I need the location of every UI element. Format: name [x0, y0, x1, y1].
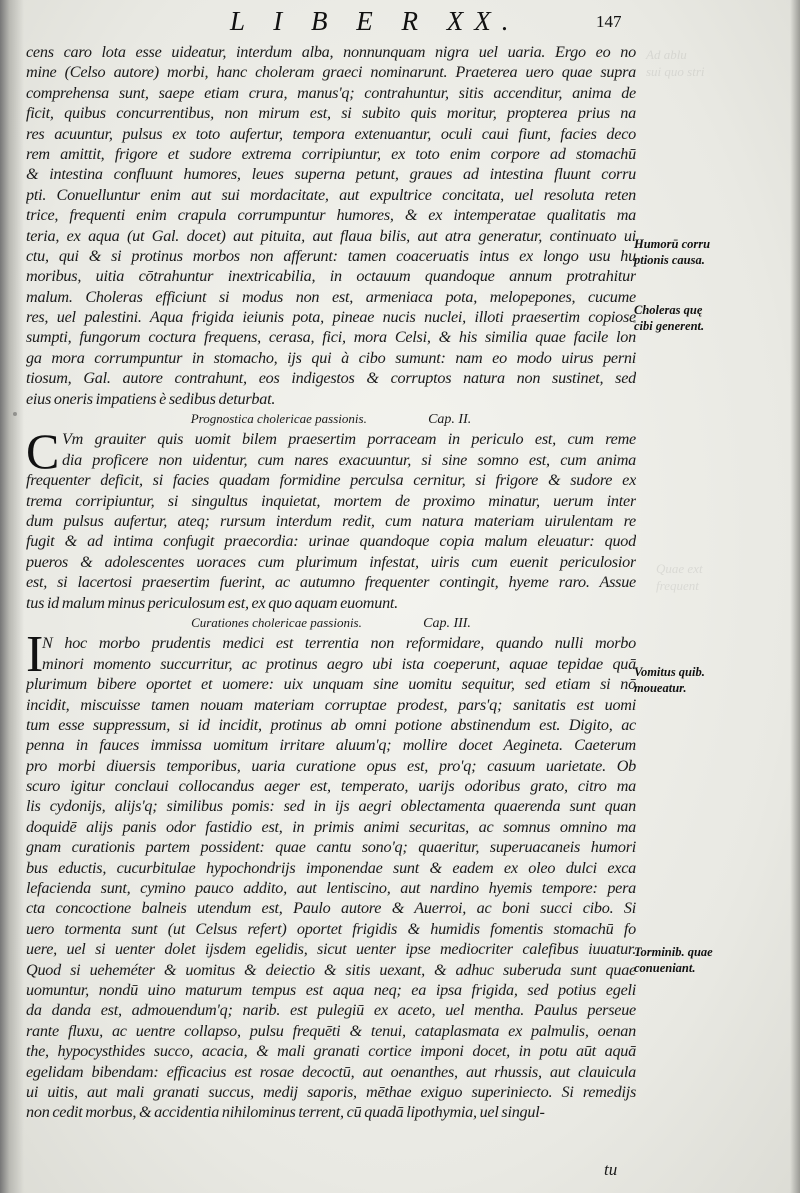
- text-line: ficit, quibus concurrentibus, non mirum est, si subito quis moritur, propterea prius na: [26, 104, 636, 123]
- text-line: tus id malum minus periculosum est, ex quo aquam euomunt.: [26, 593, 398, 612]
- text-line: lefacienda sunt, cymino pauco addito, aut lentiscino, aut nardino hyemis tempore: pera: [26, 879, 636, 898]
- text-line: eius oneris impatiens è sedibus deturbat.: [26, 389, 276, 408]
- text-line: malum. Choleras efficiunt si modus non est, armeniaca pota, melopepones, cucume: [26, 287, 636, 306]
- text-line: sumpti, fungorum coctura frequens, cerasa, fici, mora Celsi, & his similia quae facile lon: [26, 328, 636, 347]
- text-line: minori momento succurritur, ac protinus aegro ubi ista coeperunt, aquae tepidae quā: [42, 654, 636, 673]
- text-line: doquidē alijs panis odor fastidio est, in primis animi securitas, ac somnus omnino ma: [26, 817, 636, 836]
- main-text-column: [26, 42, 636, 1123]
- section-heading-title: Prognostica cholericae passionis.: [190, 411, 367, 427]
- text-line: Vm grauiter quis uomit bilem praesertim porraceam in periculo est, cum reme: [62, 430, 636, 449]
- text-line: tum esse suppressum, si id incidit, protinus ab omni potione abstinendum est. Digito, ac: [26, 715, 636, 734]
- paragraph-block: [26, 626, 636, 1122]
- section-heading: [26, 613, 636, 633]
- ink-speck: [13, 412, 17, 416]
- text-line: comprehensa sunt, saepe etiam crura, manus'q; contrahuntur, sitis accenditur, anima de: [26, 83, 636, 102]
- margin-note-line: cibi generent.: [634, 319, 705, 333]
- text-line: incidit, miscuisse tamen nouam materiam corruptae prodest, pars'q; sanitatis est uomi: [26, 695, 636, 714]
- text-line: ui uitis, aut mali granati succus, medij saporis, mēthae exiguo superiniecto. Si remedijs: [26, 1082, 636, 1101]
- text-line: scuro igitur conclaui collocandus aeger est, temperato, uarijs odoribus grato, citro ma: [26, 777, 636, 796]
- text-line: est, si lacertosi praesertim fuerint, ac autumno frequenter contingit, hyeme raro. Assue: [26, 573, 636, 592]
- text-line: mine (Celso autore) morbi, hanc choleram graeci nominarunt. Praeterea uero quae supra: [26, 63, 636, 82]
- margin-note: [634, 944, 713, 976]
- section-heading-title: Curationes cholericae passionis.: [191, 614, 362, 630]
- show-through-text: Quae ext frequent: [656, 561, 703, 593]
- text-line: trice, frequenti enim crapula corrumpuntur humores, & ex intemperatae qualitatis ma: [26, 206, 636, 225]
- text-line: dia proficere non uidentur, cum nares exacuuntur, si sine somno est, cum anima: [62, 450, 636, 469]
- text-line: trema corripiuntur, si singultus inquietat, mortem de proximo minatur, uerum inter: [26, 491, 636, 510]
- drop-capital: I: [26, 626, 44, 684]
- text-line: rante fluxu, ac uentre collapso, pulsu frequēti & tenui, cataplasmata ex palmulis, oenan: [26, 1021, 636, 1040]
- text-line: da danda est, admouendum'q; narib. est pulegiū ex aceto, uel mentha. Paulus perseue: [26, 1001, 636, 1020]
- text-line: bus eductis, cucurbitulae hypochondrijs imponendae sunt & eadem ex oleo dulci exca: [26, 858, 636, 877]
- page-gutter-shadow: [0, 0, 24, 1193]
- text-line: egelidam bibendam: efficacius est rosae decoctū, aut oenanthes, aut rhussis, aut clauicula: [26, 1062, 636, 1081]
- margin-note-line: Humorū corru: [634, 237, 711, 251]
- text-line: dum pulsus aufertur, ateq; rursum interdum redit, cum natura materiam uirulentam re: [26, 511, 636, 530]
- text-line: res acuuntur, pulsus ex toto aufertur, tempora extenuantur, oculi caui fiunt, facies deco: [26, 124, 636, 143]
- text-line: pro morbi diuersis temporibus, uaria curatione opus est, pro'q; casuum uarietate. Ob: [26, 756, 636, 775]
- text-line: pueros & adolescentes uoraces cum plurimum infestat, uiris cum euenit periculosior: [26, 552, 636, 571]
- drop-capital: C: [26, 423, 60, 480]
- show-through-text: Ad ablu sui quo stri: [646, 47, 705, 79]
- text-line: gnam curationis partem possident: quae cantu sono'q; quaeritur, superuacaneis humori: [26, 838, 636, 857]
- margin-note: [634, 664, 705, 696]
- text-line: uomuntur, nondū uino maturum tempus est aqua neq; ea ipsa frigida, sed potius egeli: [26, 980, 636, 999]
- text-line: Quod si ueheméter & uomitus & deiectio & sitis uexant, & adhuc suberuda sunt quae: [26, 960, 636, 979]
- margin-note-line: Choleras quę: [634, 303, 703, 317]
- margin-note-line: conueniant.: [634, 961, 696, 975]
- text-line: ctu, qui & si protinus morbos non afferunt: tamen coaceruatis intus ex longo usu hu: [26, 246, 636, 265]
- folio-number: 147: [596, 12, 622, 31]
- margin-note: [634, 236, 710, 268]
- text-line: uere, uel si uenter dolet ijsdem egelidis, sicut uenter ipse mediocriter calefibus iuuatur.: [26, 940, 636, 959]
- section-heading: [26, 409, 636, 429]
- text-line: teria, ex aqua (ut Gal. docet) aut pituita, aut flaua bilis, aut atra generatur, continuato ui: [26, 226, 636, 245]
- page-edge-shadow: [790, 0, 800, 1193]
- margin-note-line: moueatur.: [634, 681, 687, 695]
- margin-note-line: ptionis causa.: [634, 253, 705, 267]
- text-line: ga mora corrumpuntur in stomacho, ijs qui à cibo sumunt: nam eo modo uirus perni: [26, 348, 636, 367]
- text-line: N hoc morbo prudentis medici est terrentia non reformidare, quando nulli morbo: [42, 634, 636, 653]
- text-line: non cedit morbus, & accidentia nihilominus terrent, cū quadā lipothymia, uel singul-: [26, 1103, 545, 1122]
- catchword: tu: [604, 1160, 618, 1179]
- margin-note-line: Torminib. quae: [634, 945, 713, 959]
- text-line: plurimum bibere oportet et uomere: uix unquam sine uomitu sequitur, sed etiam si nō: [26, 675, 636, 694]
- running-head-title: L I B E R XX.: [230, 6, 520, 36]
- ink-speck: [633, 320, 636, 323]
- text-line: lis cydonijs, alijs'q; similibus pomis: sed in ijs aegri oblectamenta quaerenda sunt quan: [26, 797, 636, 816]
- text-line: the, hypocysthides succo, acacia, & mali granati cortice imponi docet, in potu aūt aquā: [26, 1042, 636, 1061]
- text-line: pti. Conuelluntur enim aut sui mordacitate, aut expultrice concitata, uel resoluta reten: [26, 185, 636, 204]
- text-line: fugit & ad intima confugit praecordia: urinae quandoque copia malum eleuatur: quod: [26, 532, 636, 551]
- text-line: uero tormenta sunt (ut Celsus refert) oportet frigidis & humidis fomentis stomachū fo: [26, 919, 636, 938]
- text-line: cens caro lota esse uideatur, interdum alba, nonnunquam nigra uel uaria. Ergo eo no: [26, 43, 636, 61]
- paragraph-block: [26, 42, 636, 409]
- running-head: [0, 6, 800, 36]
- text-line: res, uel palestini. Aqua frigida ieiunis pota, pineae nucis nuclei, illoti praesertim copiose: [26, 308, 636, 327]
- text-line: cta concoctione balneis utendum est, Paulo autore & Auerroi, ac boni succi cibo. Si: [26, 899, 636, 918]
- chapter-number: Cap. II.: [428, 412, 472, 428]
- text-line: & intestina confluunt humores, leues superna petunt, graues ad intestina fluunt corru: [26, 165, 636, 184]
- text-line: frequenter deficit, si facies quadam formidine perculsa cernitur, si frigore & sudore ex: [26, 471, 636, 490]
- margin-note-line: Vomitus quib.: [634, 665, 705, 679]
- paragraph-block: [26, 423, 636, 613]
- text-line: tiosum, Gal. autore contrahunt, eos indigestos & corruptos natura non sustinet, sed: [26, 369, 636, 388]
- text-line: penna in fauces immissa uomitum irritare aluum'q; mollire docet Aegineta. Caeterum: [26, 736, 636, 755]
- chapter-number: Cap. III.: [423, 615, 471, 631]
- margin-note: [634, 302, 704, 334]
- text-line: rem amittit, frigore et sudore extrema corripiuntur, ex toto enim corpore ad stomachū: [26, 144, 636, 163]
- text-line: moribus, uitia cōtrahuntur inextricabilia, in octauum quandoque annum protrahitur: [26, 267, 636, 286]
